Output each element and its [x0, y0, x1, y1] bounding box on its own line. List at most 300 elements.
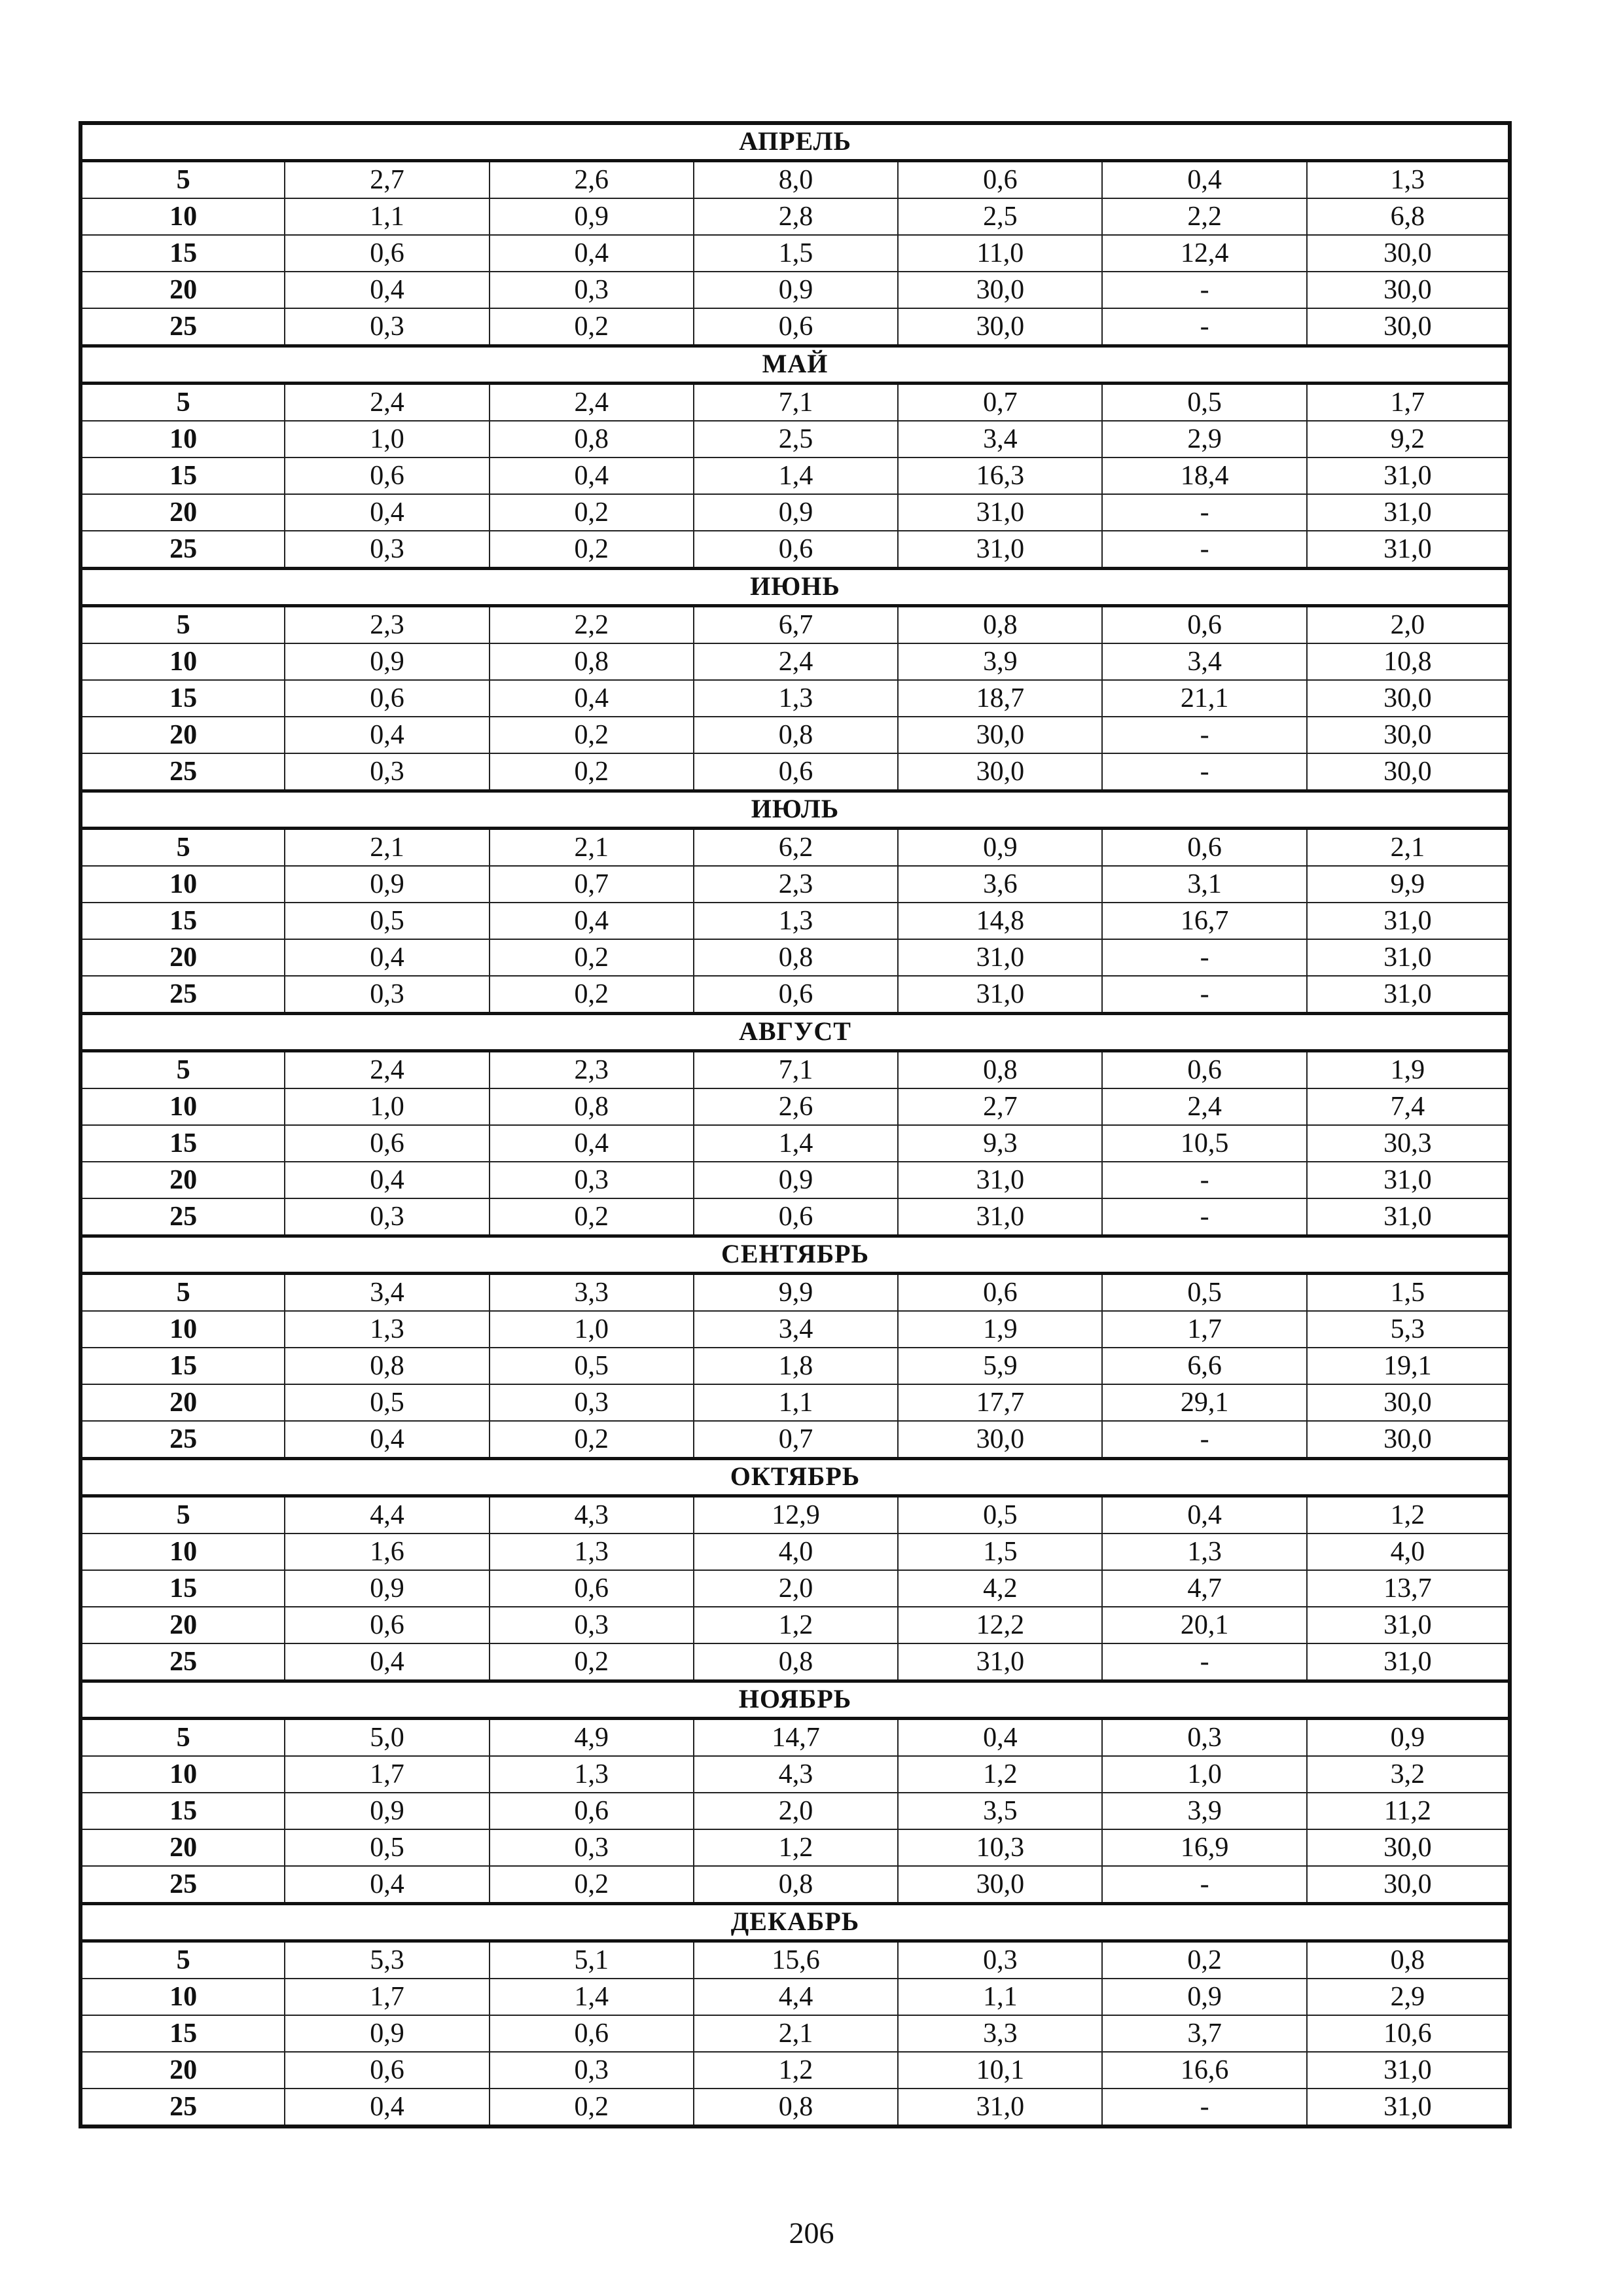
value-cell: - — [1102, 1866, 1306, 1904]
month-title: АВГУСТ — [80, 1014, 1510, 1051]
value-cell: 0,5 — [1102, 1274, 1306, 1312]
value-cell: 2,9 — [1102, 421, 1306, 457]
row-key-cell: 25 — [80, 2089, 285, 2126]
value-cell: 0,7 — [898, 384, 1102, 422]
value-cell: 0,6 — [1102, 1051, 1306, 1089]
value-cell: 1,1 — [285, 198, 489, 235]
value-cell: 0,6 — [285, 457, 489, 494]
table-row — [80, 717, 1510, 753]
table-row — [80, 1607, 1510, 1643]
value-cell: 0,4 — [1102, 161, 1306, 199]
value-cell: 0,3 — [285, 1198, 489, 1236]
value-cell: 5,1 — [490, 1941, 694, 1979]
table-row — [80, 1162, 1510, 1198]
table-row — [80, 1311, 1510, 1348]
value-cell: 0,8 — [898, 1051, 1102, 1089]
value-cell: 13,7 — [1307, 1570, 1510, 1607]
value-cell: - — [1102, 272, 1306, 308]
value-cell: 0,5 — [1102, 384, 1306, 422]
table-row — [80, 308, 1510, 346]
value-cell: 30,0 — [1307, 308, 1510, 346]
row-key-cell: 10 — [80, 643, 285, 680]
value-cell: 1,2 — [898, 1756, 1102, 1793]
row-key-cell: 15 — [80, 457, 285, 494]
value-cell: 0,2 — [490, 1643, 694, 1681]
value-cell: 31,0 — [1307, 1198, 1510, 1236]
monthly-data-table — [79, 121, 1512, 2128]
table-row — [80, 829, 1510, 867]
value-cell: 0,2 — [490, 976, 694, 1014]
value-cell: 0,2 — [490, 531, 694, 569]
value-cell: 0,4 — [1102, 1496, 1306, 1534]
table-row — [80, 2089, 1510, 2126]
row-key-cell: 10 — [80, 1979, 285, 2015]
value-cell: 1,3 — [694, 680, 898, 717]
value-cell: 31,0 — [1307, 1607, 1510, 1643]
value-cell: 2,1 — [1307, 829, 1510, 867]
table-row — [80, 1570, 1510, 1607]
value-cell: 29,1 — [1102, 1384, 1306, 1421]
value-cell: 0,6 — [1102, 606, 1306, 644]
row-key-cell: 5 — [80, 161, 285, 199]
value-cell: 0,4 — [285, 272, 489, 308]
value-cell: 0,8 — [490, 421, 694, 457]
value-cell: 5,9 — [898, 1348, 1102, 1384]
value-cell: 30,0 — [1307, 1866, 1510, 1904]
value-cell: 30,0 — [1307, 272, 1510, 308]
value-cell: 31,0 — [1307, 1162, 1510, 1198]
month-header-row — [80, 1681, 1510, 1719]
value-cell: 2,5 — [694, 421, 898, 457]
value-cell: 30,3 — [1307, 1125, 1510, 1162]
value-cell: 30,0 — [898, 717, 1102, 753]
value-cell: 0,9 — [285, 1793, 489, 1829]
value-cell: 1,5 — [694, 235, 898, 272]
value-cell: 6,6 — [1102, 1348, 1306, 1384]
value-cell: 2,5 — [898, 198, 1102, 235]
value-cell: - — [1102, 2089, 1306, 2126]
table-row — [80, 1866, 1510, 1904]
value-cell: 2,6 — [694, 1088, 898, 1125]
value-cell: 0,9 — [285, 2015, 489, 2052]
value-cell: 10,6 — [1307, 2015, 1510, 2052]
value-cell: 0,3 — [490, 272, 694, 308]
value-cell: 1,7 — [1102, 1311, 1306, 1348]
table-row — [80, 1274, 1510, 1312]
value-cell: 3,7 — [1102, 2015, 1306, 2052]
value-cell: 3,3 — [490, 1274, 694, 1312]
row-key-cell: 15 — [80, 2015, 285, 2052]
value-cell: 14,8 — [898, 903, 1102, 939]
value-cell: 0,6 — [1102, 829, 1306, 867]
value-cell: 0,8 — [694, 1643, 898, 1681]
value-cell: 0,5 — [285, 1384, 489, 1421]
value-cell: 2,0 — [694, 1570, 898, 1607]
value-cell: 0,6 — [285, 1607, 489, 1643]
value-cell: 7,1 — [694, 1051, 898, 1089]
value-cell: 0,8 — [694, 1866, 898, 1904]
month-title: СЕНТЯБРЬ — [80, 1236, 1510, 1274]
value-cell: 1,1 — [694, 1384, 898, 1421]
value-cell: 0,9 — [1307, 1719, 1510, 1757]
row-key-cell: 15 — [80, 1570, 285, 1607]
value-cell: 0,6 — [898, 1274, 1102, 1312]
value-cell: 30,0 — [898, 1421, 1102, 1459]
value-cell: 5,3 — [285, 1941, 489, 1979]
table-row — [80, 976, 1510, 1014]
value-cell: 30,0 — [1307, 1384, 1510, 1421]
value-cell: 0,9 — [694, 494, 898, 531]
value-cell: 1,4 — [490, 1979, 694, 2015]
table-row — [80, 198, 1510, 235]
value-cell: 1,3 — [1102, 1534, 1306, 1570]
row-key-cell: 20 — [80, 1607, 285, 1643]
month-title: МАЙ — [80, 346, 1510, 384]
value-cell: 2,7 — [898, 1088, 1102, 1125]
row-key-cell: 20 — [80, 1829, 285, 1866]
value-cell: 0,4 — [490, 1125, 694, 1162]
value-cell: 11,0 — [898, 235, 1102, 272]
value-cell: 2,3 — [694, 866, 898, 903]
value-cell: 1,2 — [694, 1607, 898, 1643]
value-cell: 0,2 — [1102, 1941, 1306, 1979]
row-key-cell: 20 — [80, 939, 285, 976]
value-cell: 0,2 — [490, 308, 694, 346]
value-cell: 1,2 — [1307, 1496, 1510, 1534]
value-cell: 0,6 — [694, 308, 898, 346]
value-cell: 0,6 — [285, 235, 489, 272]
row-key-cell: 20 — [80, 717, 285, 753]
table-row — [80, 2015, 1510, 2052]
value-cell: 15,6 — [694, 1941, 898, 1979]
row-key-cell: 15 — [80, 1348, 285, 1384]
value-cell: 3,3 — [898, 2015, 1102, 2052]
value-cell: 2,3 — [490, 1051, 694, 1089]
value-cell: 0,8 — [490, 643, 694, 680]
value-cell: 1,3 — [1307, 161, 1510, 199]
value-cell: 1,0 — [1102, 1756, 1306, 1793]
table-row — [80, 1979, 1510, 2015]
value-cell: 31,0 — [1307, 939, 1510, 976]
table-row — [80, 494, 1510, 531]
value-cell: 31,0 — [898, 976, 1102, 1014]
value-cell: 0,6 — [285, 680, 489, 717]
value-cell: 31,0 — [1307, 2052, 1510, 2089]
value-cell: 0,6 — [285, 1125, 489, 1162]
row-key-cell: 15 — [80, 1125, 285, 1162]
month-header-row — [80, 1014, 1510, 1051]
value-cell: 2,4 — [285, 384, 489, 422]
table-row — [80, 753, 1510, 791]
value-cell: 4,3 — [490, 1496, 694, 1534]
value-cell: 20,1 — [1102, 1607, 1306, 1643]
table-row — [80, 272, 1510, 308]
table-row — [80, 1719, 1510, 1757]
table-row — [80, 1384, 1510, 1421]
value-cell: 0,8 — [694, 939, 898, 976]
value-cell: 0,4 — [898, 1719, 1102, 1757]
table-row — [80, 531, 1510, 569]
value-cell: 5,0 — [285, 1719, 489, 1757]
month-title: НОЯБРЬ — [80, 1681, 1510, 1719]
value-cell: 1,9 — [1307, 1051, 1510, 1089]
value-cell: 4,4 — [285, 1496, 489, 1534]
value-cell: 0,2 — [490, 1198, 694, 1236]
value-cell: 0,7 — [694, 1421, 898, 1459]
value-cell: 3,9 — [1102, 1793, 1306, 1829]
value-cell: 3,5 — [898, 1793, 1102, 1829]
table-row — [80, 384, 1510, 422]
row-key-cell: 5 — [80, 606, 285, 644]
value-cell: 0,3 — [898, 1941, 1102, 1979]
row-key-cell: 10 — [80, 1088, 285, 1125]
value-cell: 0,8 — [694, 717, 898, 753]
value-cell: 0,4 — [490, 680, 694, 717]
month-title: ИЮЛЬ — [80, 791, 1510, 829]
value-cell: 4,4 — [694, 1979, 898, 2015]
value-cell: 30,0 — [898, 272, 1102, 308]
value-cell: 0,2 — [490, 2089, 694, 2126]
table-row — [80, 903, 1510, 939]
table-row — [80, 1534, 1510, 1570]
value-cell: 3,9 — [898, 643, 1102, 680]
table-row — [80, 866, 1510, 903]
value-cell: 0,2 — [490, 753, 694, 791]
value-cell: 2,4 — [694, 643, 898, 680]
value-cell: 30,0 — [898, 1866, 1102, 1904]
value-cell: 0,6 — [285, 2052, 489, 2089]
value-cell: 0,3 — [285, 753, 489, 791]
value-cell: 0,4 — [285, 717, 489, 753]
month-title: АПРЕЛЬ — [80, 123, 1510, 161]
value-cell: 16,3 — [898, 457, 1102, 494]
value-cell: 31,0 — [1307, 494, 1510, 531]
table-row — [80, 1088, 1510, 1125]
value-cell: 0,6 — [694, 976, 898, 1014]
row-key-cell: 15 — [80, 235, 285, 272]
value-cell: 0,3 — [490, 1829, 694, 1866]
row-key-cell: 10 — [80, 1311, 285, 1348]
table-row — [80, 643, 1510, 680]
value-cell: 2,4 — [285, 1051, 489, 1089]
value-cell: 2,0 — [1307, 606, 1510, 644]
row-key-cell: 15 — [80, 680, 285, 717]
value-cell: - — [1102, 1162, 1306, 1198]
value-cell: 31,0 — [898, 1198, 1102, 1236]
value-cell: 0,6 — [694, 753, 898, 791]
value-cell: 1,2 — [694, 2052, 898, 2089]
value-cell: 2,4 — [1102, 1088, 1306, 1125]
value-cell: 30,0 — [1307, 235, 1510, 272]
row-key-cell: 25 — [80, 976, 285, 1014]
value-cell: 31,0 — [1307, 531, 1510, 569]
value-cell: 0,5 — [490, 1348, 694, 1384]
value-cell: 0,7 — [490, 866, 694, 903]
row-key-cell: 20 — [80, 2052, 285, 2089]
value-cell: 1,7 — [285, 1756, 489, 1793]
row-key-cell: 25 — [80, 531, 285, 569]
value-cell: 0,4 — [285, 2089, 489, 2126]
month-header-row — [80, 1459, 1510, 1496]
table-row — [80, 1198, 1510, 1236]
value-cell: 1,3 — [490, 1534, 694, 1570]
value-cell: 3,4 — [694, 1311, 898, 1348]
row-key-cell: 5 — [80, 1941, 285, 1979]
table-row — [80, 457, 1510, 494]
value-cell: 0,6 — [490, 1793, 694, 1829]
value-cell: 2,2 — [490, 606, 694, 644]
value-cell: 31,0 — [898, 1643, 1102, 1681]
value-cell: - — [1102, 939, 1306, 976]
value-cell: 4,0 — [1307, 1534, 1510, 1570]
table-row — [80, 1941, 1510, 1979]
value-cell: - — [1102, 494, 1306, 531]
value-cell: 2,3 — [285, 606, 489, 644]
value-cell: 1,4 — [694, 457, 898, 494]
value-cell: 2,0 — [694, 1793, 898, 1829]
value-cell: 0,4 — [285, 1643, 489, 1681]
value-cell: 31,0 — [1307, 903, 1510, 939]
value-cell: 1,5 — [1307, 1274, 1510, 1312]
row-key-cell: 10 — [80, 1534, 285, 1570]
month-header-row — [80, 1236, 1510, 1274]
value-cell: 12,9 — [694, 1496, 898, 1534]
value-cell: 31,0 — [1307, 2089, 1510, 2126]
value-cell: 4,9 — [490, 1719, 694, 1757]
value-cell: 4,3 — [694, 1756, 898, 1793]
value-cell: 0,4 — [490, 235, 694, 272]
value-cell: 16,6 — [1102, 2052, 1306, 2089]
value-cell: 3,4 — [1102, 643, 1306, 680]
value-cell: 7,4 — [1307, 1088, 1510, 1125]
table-row — [80, 1643, 1510, 1681]
value-cell: 0,9 — [694, 272, 898, 308]
value-cell: 2,4 — [490, 384, 694, 422]
row-key-cell: 25 — [80, 1866, 285, 1904]
value-cell: 2,7 — [285, 161, 489, 199]
month-title: ИЮНЬ — [80, 569, 1510, 606]
row-key-cell: 25 — [80, 308, 285, 346]
table-row — [80, 1756, 1510, 1793]
row-key-cell: 10 — [80, 198, 285, 235]
value-cell: - — [1102, 753, 1306, 791]
value-cell: 31,0 — [898, 1162, 1102, 1198]
table-row — [80, 235, 1510, 272]
value-cell: 31,0 — [1307, 457, 1510, 494]
value-cell: 0,6 — [490, 1570, 694, 1607]
value-cell: 30,0 — [898, 753, 1102, 791]
row-key-cell: 20 — [80, 272, 285, 308]
value-cell: 0,6 — [898, 161, 1102, 199]
value-cell: 0,9 — [898, 829, 1102, 867]
value-cell: 31,0 — [898, 2089, 1102, 2126]
value-cell: 19,1 — [1307, 1348, 1510, 1384]
value-cell: 0,4 — [285, 1866, 489, 1904]
value-cell: 31,0 — [898, 531, 1102, 569]
value-cell: - — [1102, 1421, 1306, 1459]
table-body — [80, 123, 1510, 2126]
value-cell: 0,2 — [490, 939, 694, 976]
value-cell: 18,7 — [898, 680, 1102, 717]
row-key-cell: 25 — [80, 1198, 285, 1236]
value-cell: 3,4 — [898, 421, 1102, 457]
month-header-row — [80, 123, 1510, 161]
value-cell: 9,9 — [694, 1274, 898, 1312]
value-cell: 31,0 — [1307, 976, 1510, 1014]
row-key-cell: 5 — [80, 1496, 285, 1534]
value-cell: 2,9 — [1307, 1979, 1510, 2015]
value-cell: 0,8 — [694, 2089, 898, 2126]
row-key-cell: 20 — [80, 1162, 285, 1198]
value-cell: 1,7 — [285, 1979, 489, 2015]
value-cell: 1,0 — [285, 421, 489, 457]
value-cell: 0,9 — [694, 1162, 898, 1198]
value-cell: 0,3 — [285, 531, 489, 569]
row-key-cell: 10 — [80, 1756, 285, 1793]
value-cell: 0,3 — [490, 1607, 694, 1643]
value-cell: 0,6 — [694, 531, 898, 569]
value-cell: 4,2 — [898, 1570, 1102, 1607]
value-cell: 21,1 — [1102, 680, 1306, 717]
value-cell: 1,0 — [490, 1311, 694, 1348]
month-title: ДЕКАБРЬ — [80, 1904, 1510, 1941]
value-cell: 8,0 — [694, 161, 898, 199]
row-key-cell: 25 — [80, 1421, 285, 1459]
value-cell: 1,3 — [694, 903, 898, 939]
value-cell: 0,8 — [490, 1088, 694, 1125]
value-cell: 0,6 — [490, 2015, 694, 2052]
value-cell: 2,8 — [694, 198, 898, 235]
table-row — [80, 421, 1510, 457]
value-cell: 10,1 — [898, 2052, 1102, 2089]
value-cell: 0,4 — [490, 457, 694, 494]
value-cell: - — [1102, 1643, 1306, 1681]
value-cell: 16,7 — [1102, 903, 1306, 939]
value-cell: 0,4 — [285, 939, 489, 976]
value-cell: 1,7 — [1307, 384, 1510, 422]
value-cell: 0,8 — [1307, 1941, 1510, 1979]
value-cell: 0,5 — [898, 1496, 1102, 1534]
value-cell: 1,9 — [898, 1311, 1102, 1348]
value-cell: 3,4 — [285, 1274, 489, 1312]
value-cell: 0,3 — [490, 1162, 694, 1198]
value-cell: 12,4 — [1102, 235, 1306, 272]
value-cell: 6,2 — [694, 829, 898, 867]
value-cell: 30,0 — [1307, 1421, 1510, 1459]
value-cell: 1,8 — [694, 1348, 898, 1384]
value-cell: 0,5 — [285, 903, 489, 939]
row-key-cell: 15 — [80, 903, 285, 939]
value-cell: 2,2 — [1102, 198, 1306, 235]
value-cell: 0,9 — [490, 198, 694, 235]
value-cell: 0,4 — [490, 903, 694, 939]
table-row — [80, 1348, 1510, 1384]
table-row — [80, 939, 1510, 976]
value-cell: 2,1 — [694, 2015, 898, 2052]
value-cell: 5,3 — [1307, 1311, 1510, 1348]
value-cell: 11,2 — [1307, 1793, 1510, 1829]
row-key-cell: 10 — [80, 421, 285, 457]
value-cell: 9,3 — [898, 1125, 1102, 1162]
row-key-cell: 20 — [80, 1384, 285, 1421]
row-key-cell: 15 — [80, 1793, 285, 1829]
value-cell: 0,9 — [285, 643, 489, 680]
row-key-cell: 25 — [80, 753, 285, 791]
value-cell: 2,1 — [285, 829, 489, 867]
value-cell: 18,4 — [1102, 457, 1306, 494]
row-key-cell: 5 — [80, 1719, 285, 1757]
value-cell: 3,1 — [1102, 866, 1306, 903]
